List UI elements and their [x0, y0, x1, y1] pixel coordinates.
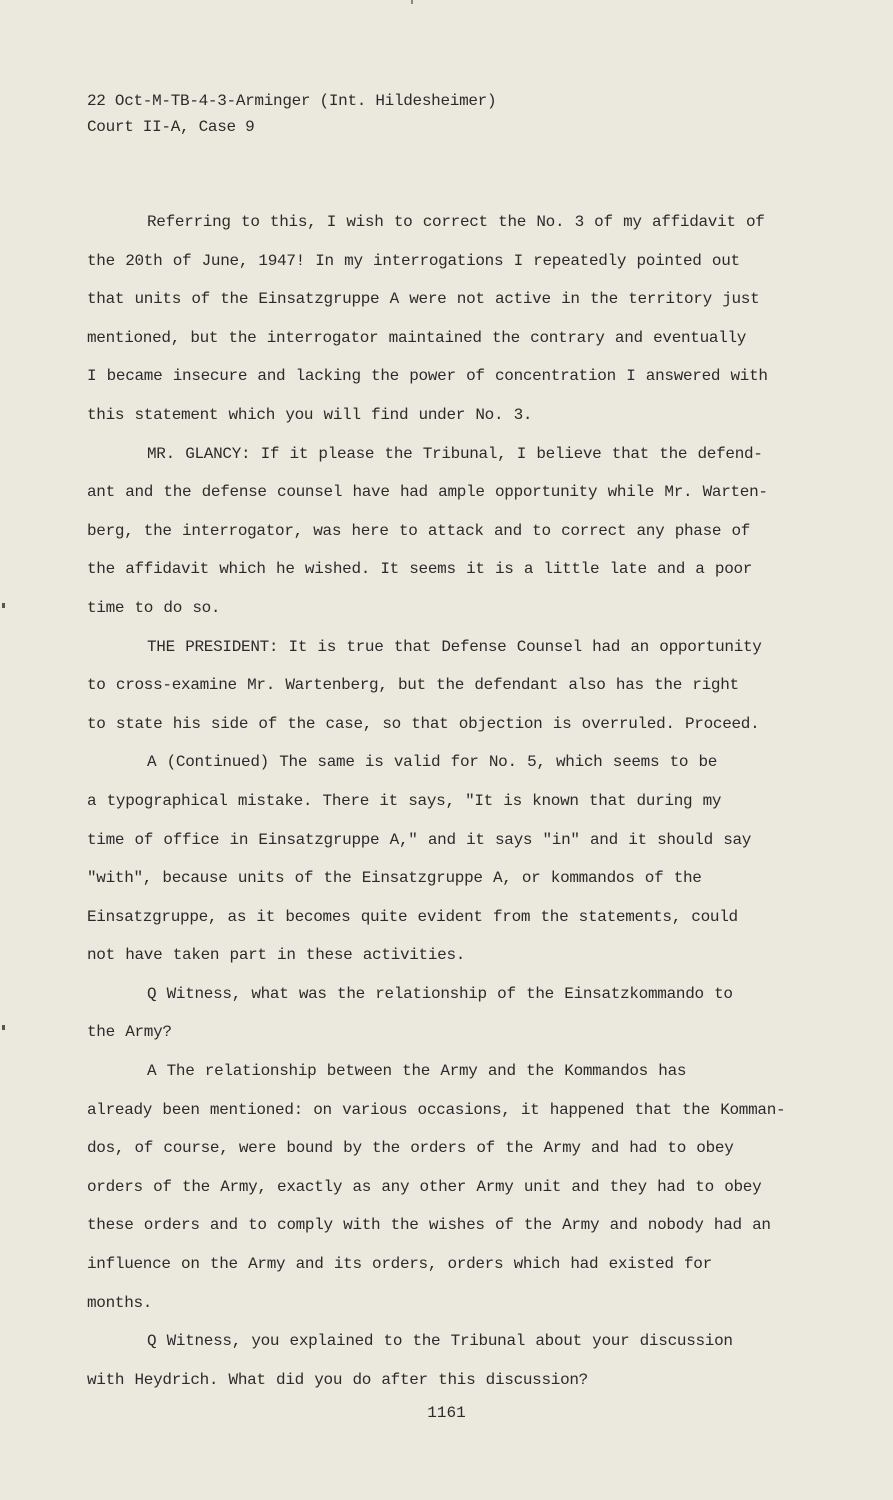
transcript-line: to cross-examine Mr. Wartenberg, but the defendant also has the right [87, 676, 739, 695]
transcript-line: ant and the defense counsel have had ample opportunity while Mr. Warten- [87, 483, 768, 502]
transcript-paragraph [87, 975, 807, 1052]
transcript-line: A (Continued) The same is valid for No. 5, which seems to be [147, 753, 718, 772]
transcript-line: orders of the Army, exactly as any other Army unit and they had to obey [87, 1177, 762, 1196]
transcript-line: Referring to this, I wish to correct the No. 3 of my affidavit of [147, 213, 765, 231]
document-header [87, 88, 496, 140]
transcript-line: influence on the Army and its orders, orders which had existed for [87, 1255, 712, 1274]
transcript-line: "with", because units of the Einsatzgruppe A, or kommandos of the [87, 869, 702, 888]
header-court-line: Court II-A, Case 9 [87, 118, 255, 136]
transcript-line: time to do so. [87, 598, 221, 617]
transcript-paragraph [87, 743, 807, 975]
transcript-line: dos, of course, were bound by the orders of the Army and had to obey [87, 1139, 734, 1158]
margin-punch-mark [2, 1025, 5, 1030]
transcript-line: to state his side of the case, so that objection is overruled. Proceed. [87, 714, 760, 733]
transcript-paragraph [87, 203, 807, 435]
transcript-line: already been mentioned: on various occasions, it happened that the Komman- [87, 1100, 786, 1119]
transcript-paragraph [87, 435, 807, 628]
transcript-line: THE PRESIDENT: It is true that Defense Counsel had an opportunity [147, 637, 762, 656]
transcript-line: not have taken part in these activities. [87, 946, 466, 965]
transcript-line: I became insecure and lacking the power of concentration I answered with [87, 367, 768, 386]
transcript-line: berg, the interrogator, was here to attack and to correct any phase of [87, 521, 751, 540]
transcript-line: a typographical mistake. There it says, "It is known that during my [87, 791, 722, 810]
transcript-line: Q Witness, what was the relationship of the Einsatzkommando to [147, 984, 733, 1003]
transcript-line: the affidavit which he wished. It seems it is a little late and a poor [87, 560, 753, 579]
transcript-line: time of office in Einsatzgruppe A," and it says "in" and it should say [87, 830, 752, 849]
transcript-line: Q Witness, you explained to the Tribunal about your discussion [147, 1332, 733, 1351]
top-edge-mark [411, 0, 413, 4]
transcript-line: Einsatzgruppe, as it becomes quite evident from the statements, could [87, 907, 738, 926]
transcript-body [87, 203, 807, 1399]
page-number: 1161 [427, 1404, 466, 1422]
margin-punch-mark [2, 603, 5, 608]
transcript-line: mentioned, but the interrogator maintained the contrary and eventually [87, 328, 747, 347]
transcript-paragraph [87, 1322, 807, 1399]
transcript-paragraph [87, 628, 807, 744]
transcript-line: MR. GLANCY: If it please the Tribunal, I believe that the defend- [147, 444, 763, 463]
transcript-paragraph [87, 1052, 807, 1322]
transcript-line: months. [87, 1293, 153, 1312]
transcript-line: this statement which you will find under No. 3. [87, 405, 533, 424]
header-reference-line: 22 Oct-M-TB-4-3-Arminger (Int. Hildesheimer) [87, 92, 497, 110]
transcript-line: the 20th of June, 1947! In my interrogations I repeatedly pointed out [87, 251, 740, 270]
transcript-line: the Army? [87, 1023, 172, 1042]
transcript-line: that units of the Einsatzgruppe A were not active in the territory just [87, 290, 760, 309]
transcript-line: with Heydrich. What did you do after this discussion? [87, 1370, 588, 1389]
transcript-line: A The relationship between the Army and the Kommandos has [147, 1062, 687, 1081]
transcript-line: these orders and to comply with the wishes of the Army and nobody had an [87, 1216, 771, 1235]
